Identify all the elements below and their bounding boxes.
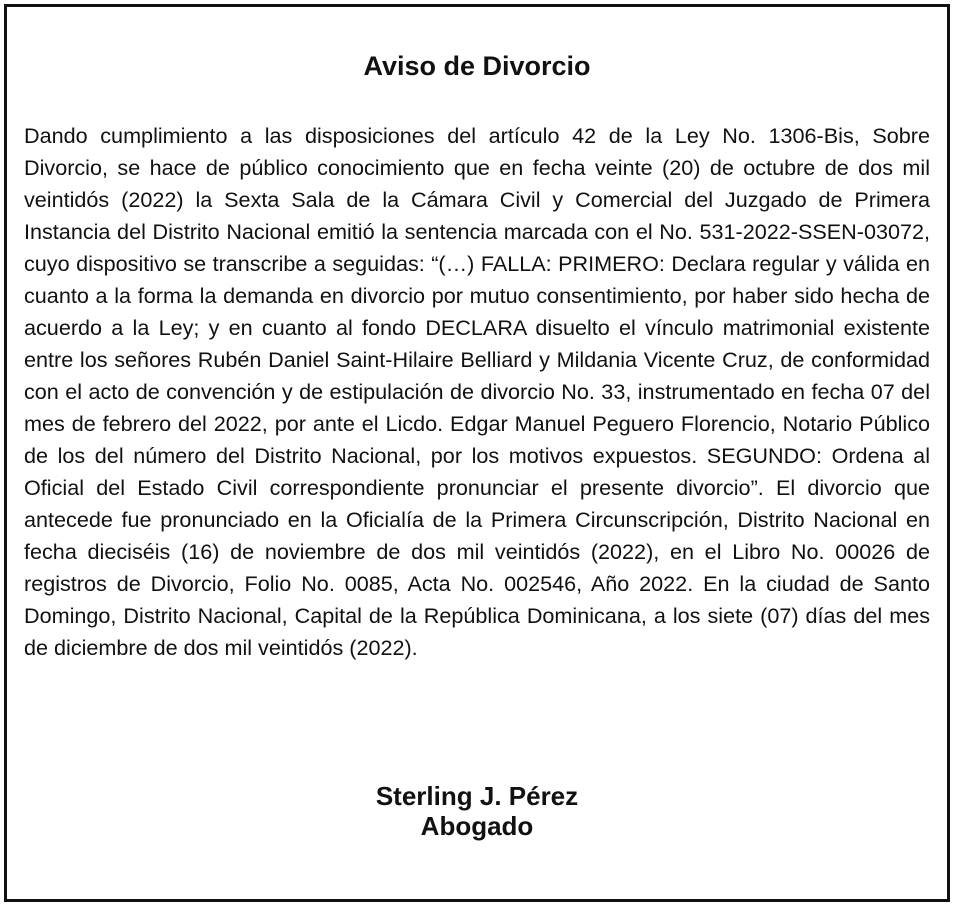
notice-body: Dando cumplimiento a las disposiciones del artículo 42 de la Ley No. 1306-Bis, Sobre Divorcio, se hace de público conocimiento que en fecha veinte (20) de octubre de dos mil veintidós (2022) la Sexta Sala de la Cámara Civil y Comercial del Juzgado de Primera Instancia del Distrito Nacional emitió la sentencia marcada con el No. 531-2022-SSEN-03072, cuyo dispositivo se transcribe a seguidas: “(…) FALLA: PRIMERO: Declara regular y válida en cuanto a la forma la demanda en divorcio por mutuo consentimiento, por haber sido hecha de acuerdo a la Ley; y en cuanto al fondo DECLARA disuelto el vínculo matrimonial existente entre los señores Rubén Daniel Saint-Hilaire Belliard y Mildania Vicente Cruz, de conformidad con el acto de convención y de estipulación de divorcio No. 33, instrumentado en fecha 07 del mes de febrero del 2022, por ante el Licdo. Edgar Manuel Peguero Florencio, Notario Público de los del número del Distrito Nacional, por los motivos expuestos. SEGUNDO: Ordena al Oficial del Estado Civil correspondiente pronunciar el presente divorcio”. El divorcio que antecede fue pronunciado en la Oficialía de la Primera Circunscripción, Distrito Nacional en fecha dieciséis (16) de noviembre de dos mil veintidós (2022), en el Libro No. 00026 de registros de Divorcio, Folio No. 0085, Acta No. 002546, Año 2022. En la ciudad de Santo Domingo, Distrito Nacional, Capital de la República Dominicana, a los siete (07) días del mes de diciembre de dos mil veintidós (2022). [24, 123, 930, 660]
signature-name: Sterling J. Pérez [375, 781, 579, 811]
signature-role: Abogado [420, 811, 534, 841]
notice-title: Aviso de Divorcio [363, 51, 591, 81]
notice-frame [4, 4, 950, 902]
signature-block [7, 781, 947, 841]
